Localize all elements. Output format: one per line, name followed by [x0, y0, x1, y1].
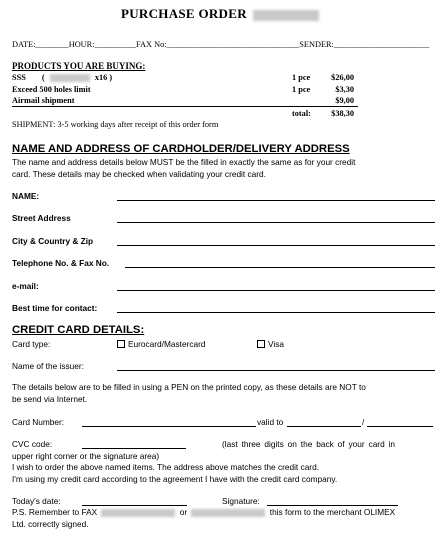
signature-input-line[interactable] — [267, 505, 398, 506]
redacted-merchant-name — [253, 10, 319, 21]
redacted-fax-number — [101, 509, 175, 517]
name-label: NAME: — [12, 191, 40, 201]
valid-to-label: valid to — [257, 417, 284, 427]
products-heading: PRODUCTS YOU ARE BUYING: — [12, 61, 146, 71]
email-label: e-mail: — [12, 281, 39, 291]
hour-field[interactable]: HOUR:__________ — [68, 40, 137, 49]
cvc-label: CVC code: — [12, 439, 53, 449]
pen-note-1: The details below are to be filled in using a PEN on the printed copy, as these details are NOT to — [12, 382, 366, 392]
product-row-1-price: $26,00 — [331, 73, 354, 82]
product-qty-suffix: x16 ) — [94, 73, 113, 82]
card-number-input-line[interactable] — [82, 426, 256, 427]
product-row-2-qty: 1 pce — [292, 85, 311, 94]
contact-time-label: Best time for contact: — [12, 303, 98, 313]
products-rule — [12, 106, 358, 107]
agree-line: I'm using my credit card according to the agreement I have with the credit card company. — [12, 474, 338, 484]
total-label: total: — [292, 109, 311, 118]
credit-card-heading: CREDIT CARD DETAILS: — [12, 324, 145, 336]
title-text: PURCHASE ORDER — [121, 6, 247, 21]
product-name: SSS — [12, 73, 26, 82]
phone-label: Telephone No. & Fax No. — [12, 258, 110, 268]
shipment-note: SHIPMENT: 3-5 working days after receipt of this order form — [12, 120, 219, 129]
ps-prefix: P.S. Remember to FAX — [12, 507, 98, 517]
visa-label: Visa — [268, 339, 284, 349]
valid-year-input-line[interactable] — [367, 426, 433, 427]
phone-input-line[interactable] — [125, 267, 435, 268]
redacted-email — [191, 509, 265, 517]
top-fields-row — [12, 40, 429, 49]
option-visa[interactable] — [257, 339, 284, 349]
street-label: Street Address — [12, 213, 71, 223]
name-input-line[interactable] — [117, 200, 435, 201]
total-value: $38,30 — [331, 109, 354, 118]
todays-date-label: Today's date: — [12, 496, 61, 506]
cvc-note-b: upper right corner or the signature area) — [12, 451, 160, 461]
card-type-label: Card type: — [12, 339, 51, 349]
issuer-label: Name of the issuer: — [12, 361, 84, 371]
card-number-label: Card Number: — [12, 417, 65, 427]
cardholder-intro-1: The name and address details below MUST be the filled in exactly the same as for your credit — [12, 157, 356, 167]
cardholder-intro-2: card. These details may be checked when validating your credit card. — [12, 169, 266, 179]
redacted-product-code — [50, 74, 90, 82]
product-paren: ( — [41, 73, 45, 82]
eurocard-checkbox[interactable] — [117, 340, 125, 348]
signature-label: Signature: — [222, 496, 260, 506]
ps-or: or — [179, 507, 188, 517]
product-row-3-price: $9,00 — [335, 96, 354, 105]
valid-month-input-line[interactable] — [287, 426, 361, 427]
option-eurocard[interactable] — [117, 339, 205, 349]
ps-suffix: this form to the merchant OLIMEX — [269, 507, 396, 517]
cardholder-heading: NAME AND ADDRESS OF CARDHOLDER/DELIVERY ADDRESS — [12, 143, 350, 155]
email-input-line[interactable] — [117, 290, 435, 291]
pen-note-2: be send via Internet. — [12, 394, 88, 404]
ps-line — [12, 507, 395, 517]
product-row-1-qty: 1 pce — [292, 73, 311, 82]
city-input-line[interactable] — [117, 245, 435, 246]
visa-checkbox[interactable] — [257, 340, 265, 348]
cvc-input-line[interactable] — [82, 448, 186, 449]
page-title — [121, 6, 319, 22]
product-row-1-name — [12, 73, 112, 82]
sender-field[interactable]: SENDER:_______________________ — [299, 40, 430, 49]
date-input-line[interactable] — [82, 505, 187, 506]
issuer-input-line[interactable] — [117, 370, 435, 371]
contact-time-input-line[interactable] — [117, 312, 435, 313]
date-field[interactable]: DATE:________ — [12, 40, 69, 49]
product-row-3-name: Airmail shipment — [12, 96, 75, 105]
wish-line: I wish to order the above named items. The address above matches the credit card. — [12, 462, 319, 472]
product-row-2-name: Exceed 500 holes limit — [12, 85, 91, 94]
valid-slash: / — [362, 417, 365, 427]
fax-field[interactable]: FAX No:________________________________ — [136, 40, 300, 49]
city-label: City & Country & Zip — [12, 236, 94, 246]
eurocard-label: Eurocard/Mastercard — [128, 339, 206, 349]
street-input-line[interactable] — [117, 222, 435, 223]
cvc-note-a: (last three digits on the back of your card in — [222, 439, 396, 449]
product-row-2-price: $3,30 — [335, 85, 354, 94]
ps-end: Ltd. correctly signed. — [12, 519, 89, 529]
